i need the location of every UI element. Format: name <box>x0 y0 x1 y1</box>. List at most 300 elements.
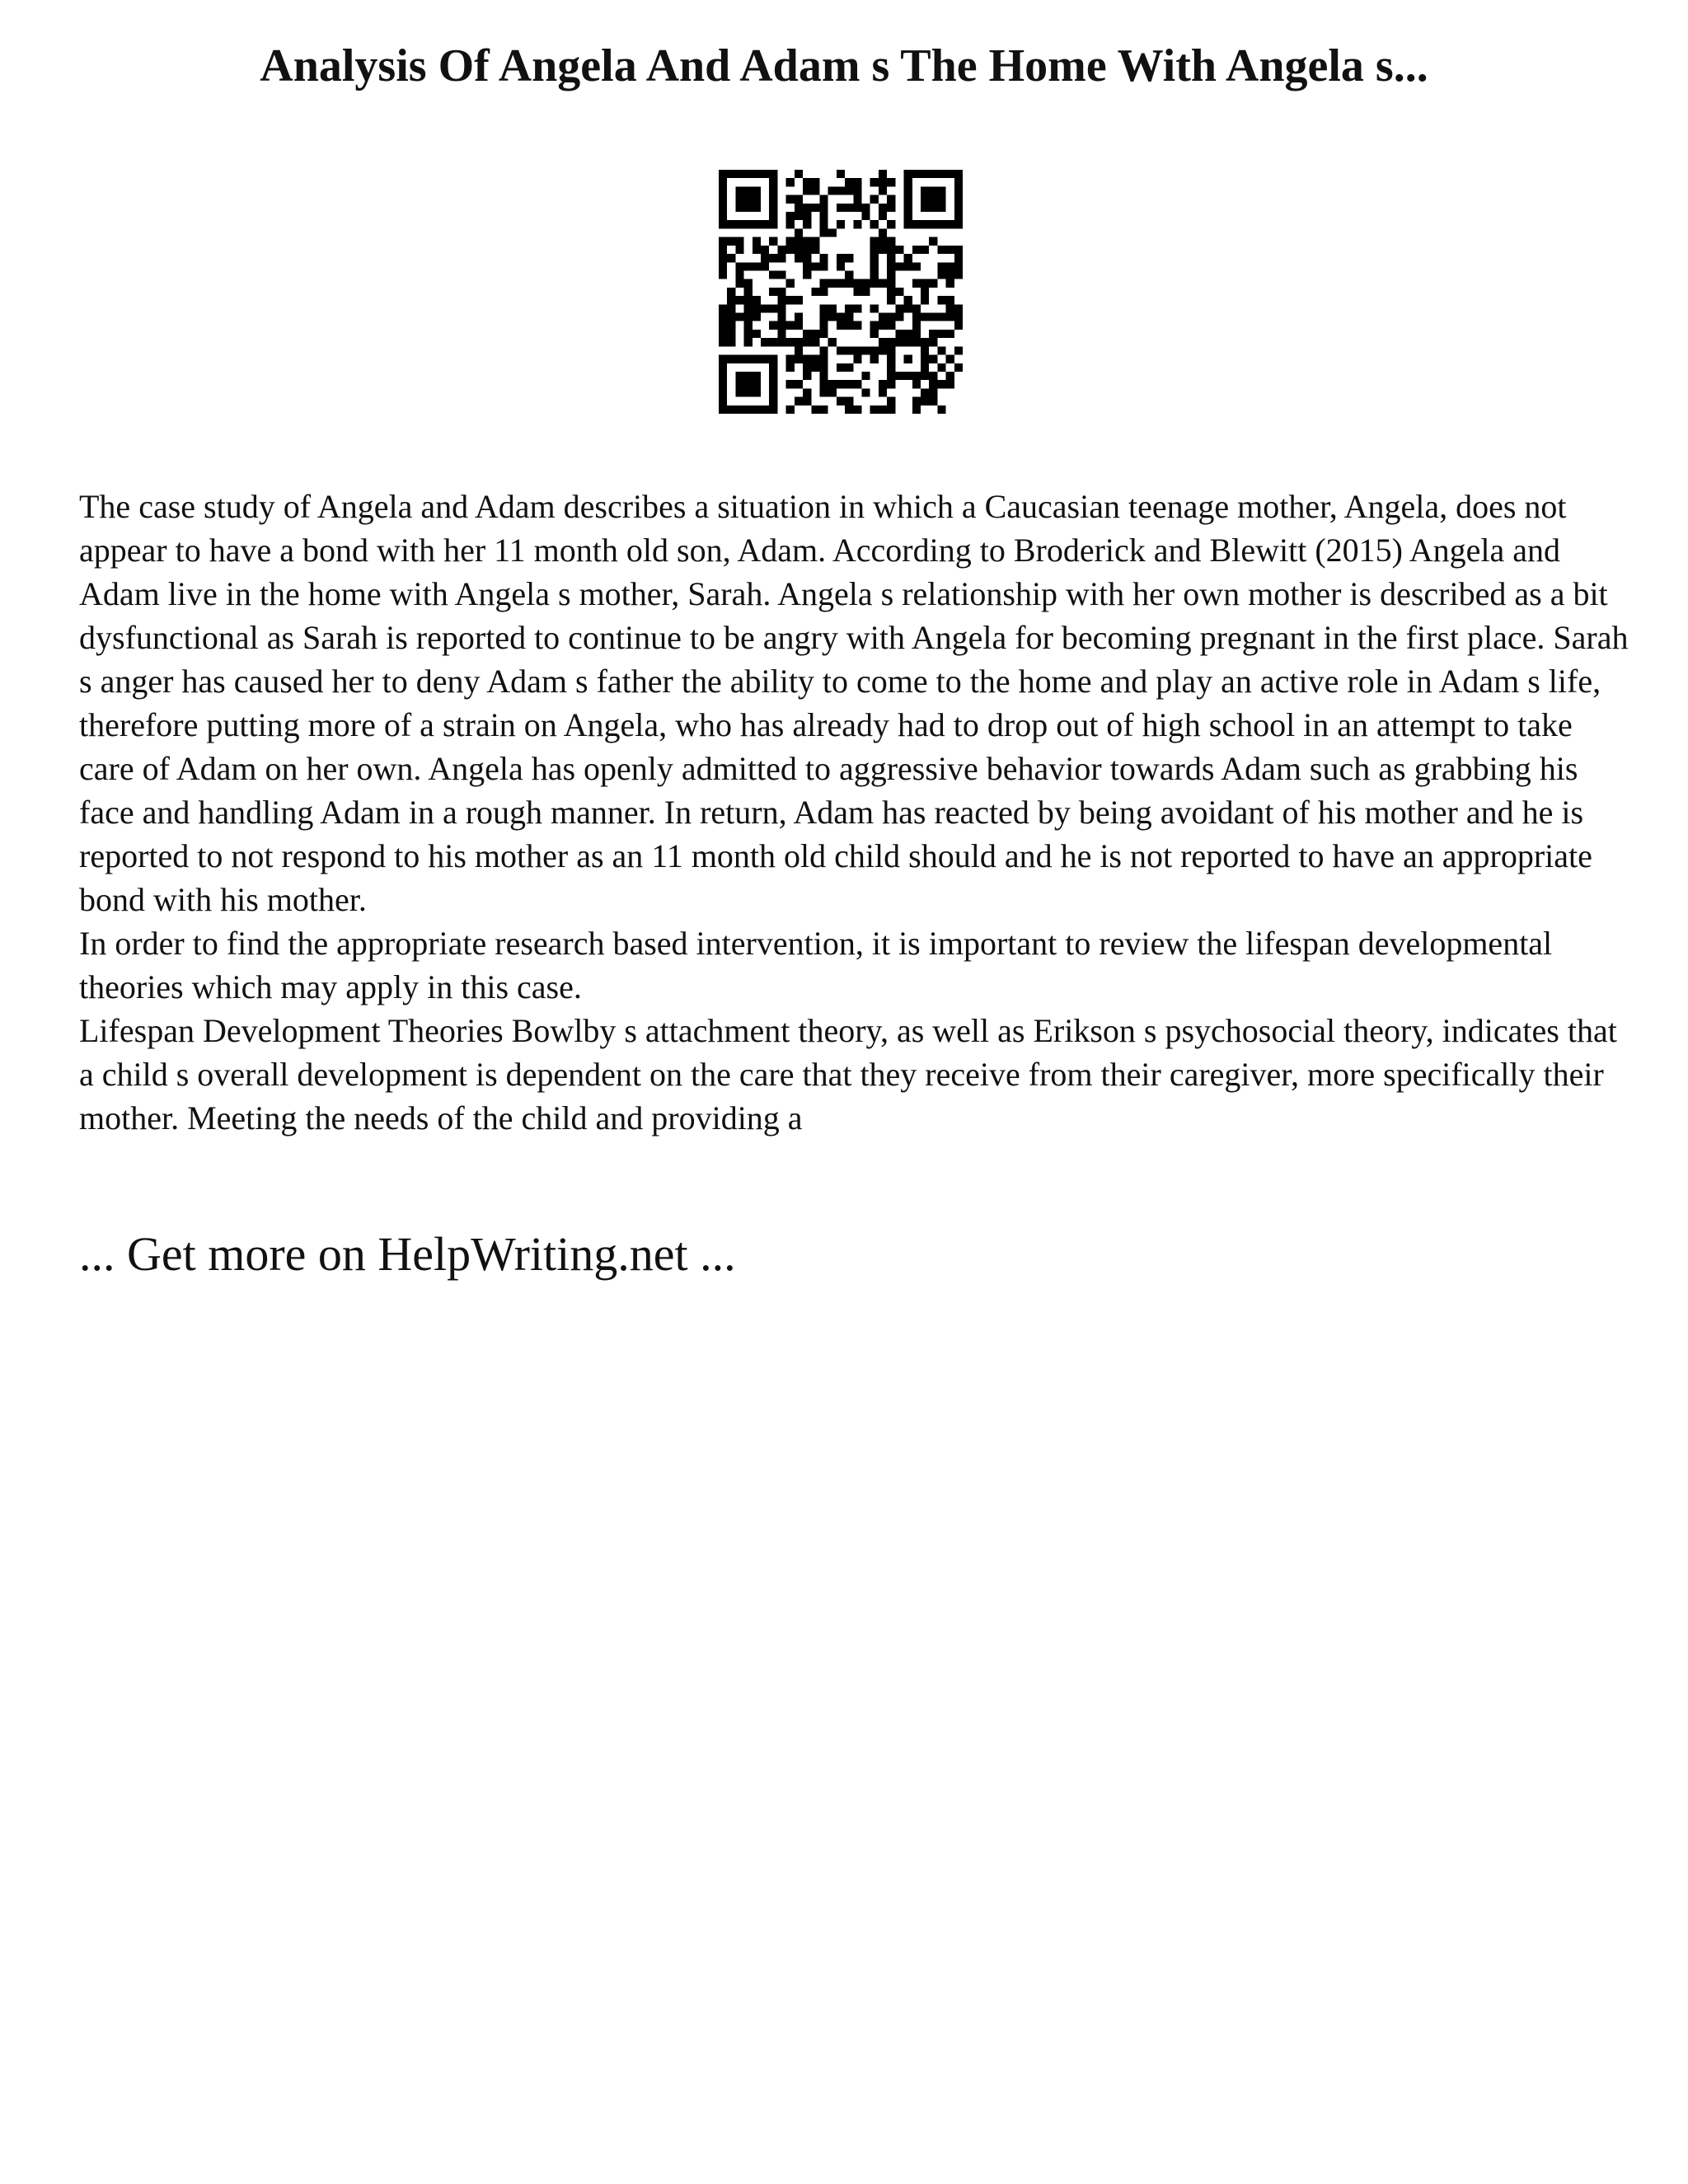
qr-module <box>862 212 870 220</box>
qr-module <box>769 304 777 312</box>
qr-module <box>753 204 761 212</box>
qr-module <box>853 405 861 414</box>
qr-module <box>786 405 795 414</box>
qr-module <box>719 397 727 405</box>
qr-module <box>828 380 837 388</box>
qr-module <box>954 254 963 262</box>
qr-module <box>777 288 785 296</box>
qr-module <box>921 363 929 372</box>
qr-module <box>837 321 845 330</box>
qr-module <box>837 220 845 228</box>
qr-module <box>895 246 903 254</box>
qr-module <box>769 178 777 186</box>
qr-module <box>870 178 879 186</box>
qr-module <box>819 380 828 388</box>
qr-module <box>753 372 761 380</box>
qr-module <box>853 178 861 186</box>
qr-module <box>937 195 945 204</box>
qr-module <box>895 288 903 296</box>
qr-module <box>811 288 819 296</box>
qr-module <box>786 237 795 246</box>
qr-module <box>769 212 777 220</box>
qr-module <box>761 405 769 414</box>
qr-module <box>769 220 777 228</box>
qr-module <box>895 338 903 346</box>
qr-module <box>929 186 937 194</box>
qr-module <box>769 405 777 414</box>
qr-module <box>887 237 895 246</box>
qr-module <box>786 212 795 220</box>
qr-module <box>904 254 912 262</box>
qr-module <box>870 220 879 228</box>
qr-module <box>803 355 811 363</box>
qr-module <box>946 313 954 321</box>
qr-module <box>744 170 753 178</box>
qr-module <box>719 380 727 388</box>
qr-module <box>954 346 963 354</box>
qr-module <box>904 195 912 204</box>
qr-module <box>719 330 727 338</box>
qr-module <box>828 279 837 288</box>
qr-module <box>929 204 937 212</box>
qr-module <box>845 405 853 414</box>
qr-module <box>819 388 828 396</box>
qr-module <box>753 380 761 388</box>
qr-module <box>929 237 937 246</box>
qr-module <box>887 279 895 288</box>
qr-module <box>803 178 811 186</box>
paragraph-theories: Lifespan Development Theories Bowlby s attachment theory, as well as Erikson s psychosocial theory, indicates that a child s overall development is dependent on the care that they receive from their caregiver, more specifically their mother. Meeting the needs of the child and providing a <box>79 1012 1617 1137</box>
qr-module <box>795 355 803 363</box>
qr-module <box>753 237 761 246</box>
qr-module <box>769 338 777 346</box>
qr-module <box>912 338 921 346</box>
qr-module <box>811 246 819 254</box>
qr-module <box>744 288 753 296</box>
qr-module <box>786 321 795 330</box>
qr-module <box>769 204 777 212</box>
qr-module <box>735 313 743 321</box>
qr-module <box>937 346 945 354</box>
qr-module <box>753 304 761 312</box>
qr-module <box>904 204 912 212</box>
qr-module <box>845 304 853 312</box>
qr-module <box>769 372 777 380</box>
qr-module <box>904 186 912 194</box>
qr-module <box>795 204 803 212</box>
qr-module <box>803 186 811 194</box>
qr-module <box>719 254 727 262</box>
qr-module <box>921 170 929 178</box>
qr-module <box>887 363 895 372</box>
qr-module <box>744 405 753 414</box>
qr-module <box>819 228 828 237</box>
qr-module <box>744 330 753 338</box>
qr-module <box>887 397 895 405</box>
qr-module <box>845 321 853 330</box>
qr-module <box>803 372 811 380</box>
qr-module <box>761 338 769 346</box>
qr-module <box>744 262 753 270</box>
qr-module <box>727 313 735 321</box>
qr-module <box>819 313 828 321</box>
qr-module <box>719 262 727 270</box>
qr-module <box>819 212 828 220</box>
qr-module <box>753 296 761 304</box>
qr-module <box>904 304 912 312</box>
qr-module <box>921 355 929 363</box>
qr-module <box>921 338 929 346</box>
qr-module <box>879 313 887 321</box>
qr-module <box>937 220 945 228</box>
qr-module <box>795 296 803 304</box>
qr-module <box>929 279 937 288</box>
qr-module <box>853 321 861 330</box>
qr-module <box>912 405 921 414</box>
qr-module <box>786 380 795 388</box>
qr-module <box>803 363 811 372</box>
qr-module <box>879 186 887 194</box>
qr-module <box>921 246 929 254</box>
qr-module <box>769 170 777 178</box>
qr-module <box>912 330 921 338</box>
qr-module <box>912 321 921 330</box>
qr-module <box>828 228 837 237</box>
qr-module <box>803 237 811 246</box>
qr-module <box>937 270 945 279</box>
qr-module <box>887 372 895 380</box>
qr-module <box>845 380 853 388</box>
qr-module <box>904 372 912 380</box>
qr-module <box>954 270 963 279</box>
qr-module <box>719 270 727 279</box>
qr-module <box>719 405 727 414</box>
qr-module <box>946 262 954 270</box>
qr-module <box>837 346 845 354</box>
qr-module <box>887 346 895 354</box>
qr-module <box>819 346 828 354</box>
qr-module <box>912 279 921 288</box>
qr-module <box>837 254 845 262</box>
qr-module <box>845 178 853 186</box>
qr-module <box>795 313 803 321</box>
qr-module <box>803 220 811 228</box>
qr-module <box>753 388 761 396</box>
qr-module <box>887 405 895 414</box>
qr-module <box>946 170 954 178</box>
qr-module <box>786 363 795 372</box>
qr-module <box>937 380 945 388</box>
qr-module <box>819 254 828 262</box>
qr-module <box>719 237 727 246</box>
qr-module <box>795 346 803 354</box>
qr-module <box>744 204 753 212</box>
qr-module <box>786 296 795 304</box>
qr-module <box>769 186 777 194</box>
qr-module <box>719 313 727 321</box>
qr-module <box>769 363 777 372</box>
qr-module <box>786 355 795 363</box>
qr-module <box>727 254 735 262</box>
qr-module <box>929 170 937 178</box>
qr-module <box>819 321 828 330</box>
qr-module <box>929 338 937 346</box>
qr-module <box>904 170 912 178</box>
qr-module <box>735 270 743 279</box>
qr-module <box>853 346 861 354</box>
qr-module <box>845 397 853 405</box>
qr-module <box>887 338 895 346</box>
qr-module <box>811 355 819 363</box>
qr-module <box>803 338 811 346</box>
qr-module <box>946 279 954 288</box>
qr-module <box>895 313 903 321</box>
qr-module <box>912 313 921 321</box>
qr-module <box>811 186 819 194</box>
qr-module <box>904 220 912 228</box>
qr-module <box>795 228 803 237</box>
qr-module <box>769 388 777 396</box>
qr-module <box>735 355 743 363</box>
qr-module <box>761 304 769 312</box>
qr-module <box>769 288 777 296</box>
qr-module <box>954 186 963 194</box>
qr-module <box>744 388 753 396</box>
qr-module <box>837 170 845 178</box>
qr-module <box>921 195 929 204</box>
qr-module <box>954 178 963 186</box>
qr-module <box>862 288 870 296</box>
qr-module <box>845 313 853 321</box>
qr-module <box>929 313 937 321</box>
qr-module <box>803 397 811 405</box>
qr-module <box>845 186 853 194</box>
qr-module <box>803 212 811 220</box>
qr-module <box>837 397 845 405</box>
qr-module <box>744 313 753 321</box>
qr-module <box>870 346 879 354</box>
qr-module <box>803 262 811 270</box>
qr-module <box>727 405 735 414</box>
qr-module <box>795 195 803 204</box>
qr-module <box>795 321 803 330</box>
qr-module <box>719 304 727 312</box>
qr-module <box>719 338 727 346</box>
qr-module <box>819 304 828 312</box>
qr-module <box>870 355 879 363</box>
qr-module <box>753 220 761 228</box>
qr-module <box>870 262 879 270</box>
qr-module <box>929 380 937 388</box>
qr-module <box>727 220 735 228</box>
qr-module <box>870 405 879 414</box>
qr-module <box>921 220 929 228</box>
qr-module <box>735 372 743 380</box>
qr-module <box>879 338 887 346</box>
qr-module <box>761 355 769 363</box>
qr-module <box>727 288 735 296</box>
qr-module <box>803 246 811 254</box>
qr-module <box>879 321 887 330</box>
qr-module <box>786 178 795 186</box>
qr-module <box>735 204 743 212</box>
qr-module <box>946 380 954 388</box>
qr-code-icon <box>719 170 963 414</box>
document-title: Analysis Of Angela And Adam s The Home With Angela s... <box>260 40 1428 91</box>
qr-module <box>837 262 845 270</box>
qr-module <box>954 204 963 212</box>
qr-module <box>946 270 954 279</box>
qr-module <box>946 372 954 380</box>
document-body <box>79 485 1629 1140</box>
qr-module <box>727 321 735 330</box>
qr-module <box>719 321 727 330</box>
get-more-link[interactable]: ... Get more on HelpWriting.net ... <box>79 1227 736 1281</box>
qr-module <box>937 330 945 338</box>
qr-module <box>777 304 785 312</box>
qr-module <box>870 195 879 204</box>
qr-module <box>811 363 819 372</box>
qr-module <box>921 186 929 194</box>
qr-module <box>937 170 945 178</box>
qr-module <box>879 228 887 237</box>
qr-module <box>870 254 879 262</box>
qr-module <box>761 254 769 262</box>
qr-module <box>753 330 761 338</box>
qr-module <box>811 204 819 212</box>
qr-module <box>845 270 853 279</box>
qr-module <box>887 178 895 186</box>
qr-module <box>727 237 735 246</box>
qr-module <box>803 388 811 396</box>
qr-module <box>735 220 743 228</box>
qr-module <box>853 288 861 296</box>
qr-module <box>828 304 837 312</box>
qr-module <box>879 212 887 220</box>
qr-module <box>811 237 819 246</box>
qr-module <box>753 195 761 204</box>
qr-module <box>837 279 845 288</box>
qr-module <box>870 270 879 279</box>
qr-module <box>761 246 769 254</box>
qr-module <box>853 304 861 312</box>
qr-module <box>954 304 963 312</box>
qr-module <box>954 195 963 204</box>
qr-module <box>929 372 937 380</box>
qr-module <box>895 262 903 270</box>
qr-module <box>819 355 828 363</box>
qr-module <box>719 388 727 396</box>
qr-module <box>879 170 887 178</box>
qr-module <box>954 262 963 270</box>
qr-module <box>819 204 828 212</box>
qr-module <box>719 372 727 380</box>
qr-module <box>719 170 727 178</box>
qr-module <box>887 204 895 212</box>
qr-module <box>753 405 761 414</box>
qr-module <box>862 372 870 380</box>
qr-module <box>761 170 769 178</box>
qr-module <box>719 195 727 204</box>
qr-module <box>777 246 785 254</box>
qr-module <box>954 313 963 321</box>
qr-module <box>811 338 819 346</box>
qr-module <box>744 321 753 330</box>
qr-module <box>719 204 727 212</box>
qr-module <box>879 279 887 288</box>
paragraph-case-study: The case study of Angela and Adam describes a situation in which a Caucasian teenage mother, Angela, does not appear to have a bond with her 11 month old son, Adam. According to Broderick and Blewitt (2015) Angela and Adam live in the home with Angela s mother, Sarah. Angela s relationship with her own mother is described as a bit dysfunctional as Sarah is reported to continue to be angry with Angela for becoming pregnant in the first place. Sarah s anger has caused her to deny Adam s father the ability to come to the home and play an active role in Adam s life, therefore putting more of a strain on Angela, who has already had to drop out of high school in an attempt to take care of Adam on her own. Angela has openly admitted to aggressive behavior towards Adam such as grabbing his face and handling Adam in a rough manner. In return, Adam has reacted by being avoidant of his mother and he is reported to not respond to his mother as an 11 month old child should and he is not reported to have an appropriate bond with his mother. <box>79 488 1629 918</box>
qr-module <box>795 212 803 220</box>
qr-module <box>811 330 819 338</box>
qr-module <box>853 279 861 288</box>
qr-module <box>904 355 912 363</box>
qr-module <box>862 346 870 354</box>
qr-module <box>929 220 937 228</box>
qr-module <box>795 246 803 254</box>
qr-module <box>719 363 727 372</box>
qr-module <box>879 388 887 396</box>
qr-module <box>853 220 861 228</box>
qr-module <box>769 380 777 388</box>
qr-module <box>819 279 828 288</box>
qr-module <box>853 195 861 204</box>
qr-module <box>879 204 887 212</box>
qr-module <box>727 355 735 363</box>
qr-module <box>777 254 785 262</box>
paragraph-intervention: In order to find the appropriate research based intervention, it is important to review the lifespan developmental theories which may apply in this case. <box>79 925 1553 1005</box>
qr-module <box>744 186 753 194</box>
qr-module <box>912 170 921 178</box>
qr-module <box>735 388 743 396</box>
qr-module <box>786 246 795 254</box>
qr-module <box>795 254 803 262</box>
qr-module <box>744 355 753 363</box>
qr-module <box>786 195 795 204</box>
qr-module <box>744 279 753 288</box>
qr-module <box>845 254 853 262</box>
qr-module <box>819 262 828 270</box>
qr-module <box>719 186 727 194</box>
qr-module <box>769 254 777 262</box>
qr-module <box>819 363 828 372</box>
qr-module <box>769 237 777 246</box>
qr-module <box>753 355 761 363</box>
qr-module <box>727 304 735 312</box>
qr-module <box>862 388 870 396</box>
qr-module <box>946 220 954 228</box>
qr-module <box>777 313 785 321</box>
qr-module <box>921 388 929 396</box>
qr-module <box>946 246 954 254</box>
qr-module <box>887 321 895 330</box>
qr-module <box>753 170 761 178</box>
qr-module <box>879 346 887 354</box>
qr-module <box>819 195 828 204</box>
qr-module <box>744 220 753 228</box>
qr-module <box>870 321 879 330</box>
qr-module <box>929 388 937 396</box>
qr-module <box>921 346 929 354</box>
qr-module <box>879 246 887 254</box>
qr-module <box>819 405 828 414</box>
qr-module <box>769 355 777 363</box>
qr-module <box>937 363 945 372</box>
qr-module <box>845 346 853 354</box>
qr-module <box>904 330 912 338</box>
qr-module <box>719 246 727 254</box>
qr-module <box>904 296 912 304</box>
qr-module <box>769 270 777 279</box>
